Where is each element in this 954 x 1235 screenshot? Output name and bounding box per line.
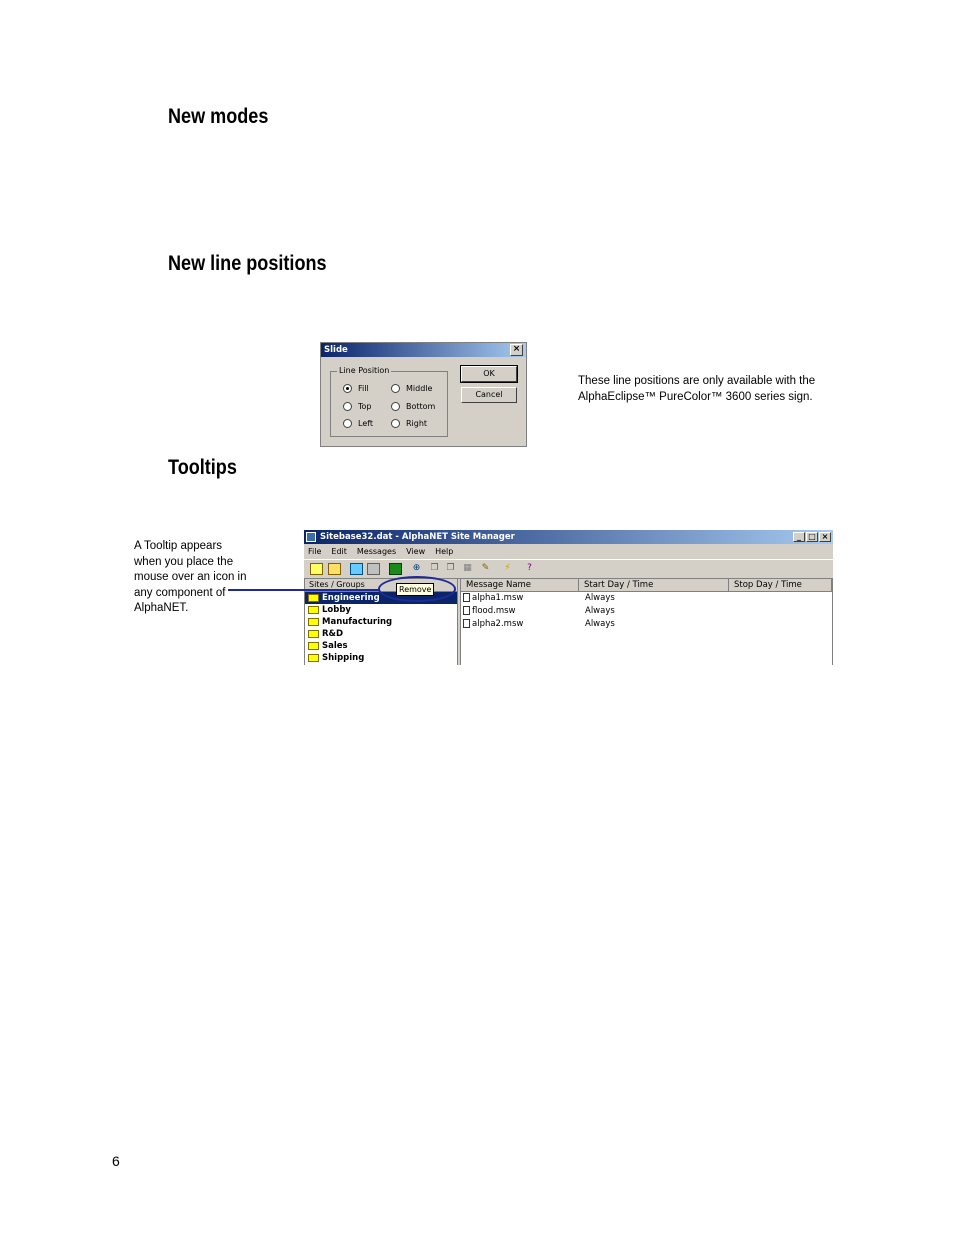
message-name: flood.msw — [472, 606, 516, 616]
column-stop-time[interactable]: Stop Day / Time — [729, 579, 832, 592]
message-start: Always — [585, 606, 615, 616]
toolbar — [304, 559, 833, 579]
tree-header: Sites / Groups — [305, 579, 457, 592]
line-position-group — [330, 366, 448, 437]
menu-help[interactable]: Help — [435, 547, 454, 556]
radio-unchecked-icon — [391, 419, 400, 428]
folder-icon — [308, 606, 319, 614]
close-icon[interactable]: × — [819, 532, 831, 542]
folder-icon — [308, 654, 319, 662]
tree-item-shipping[interactable] — [305, 652, 457, 664]
folder-icon — [308, 642, 319, 650]
callout-line — [228, 589, 379, 591]
message-start: Always — [585, 619, 615, 629]
radio-label: Left — [358, 419, 374, 428]
slide-dialog-title: Slide — [324, 345, 348, 355]
radio-unchecked-icon — [391, 384, 400, 393]
new-site-icon[interactable] — [350, 563, 363, 575]
tree-item-label: R&D — [322, 629, 344, 639]
properties-icon[interactable]: ▦ — [463, 563, 472, 573]
column-start-time[interactable]: Start Day / Time — [579, 579, 729, 592]
new-folder-icon[interactable] — [310, 563, 323, 575]
callout-ellipse — [378, 576, 456, 602]
document-icon — [463, 619, 470, 628]
radio-fill[interactable] — [343, 384, 369, 393]
cancel-button[interactable]: Cancel — [461, 387, 517, 403]
copy-icon[interactable]: ❐ — [430, 563, 439, 573]
help-icon[interactable]: ? — [527, 563, 532, 573]
heading-new-modes: New modes — [168, 105, 269, 128]
radio-bottom[interactable] — [391, 402, 435, 411]
tooltip-note: A Tooltip appears when you place the mouse over an icon in any component of AlphaNET. — [134, 540, 247, 614]
menu-view[interactable]: View — [406, 547, 426, 556]
slide-dialog-title-bar — [321, 343, 526, 357]
edit-icon[interactable]: ✎ — [481, 563, 490, 573]
message-row[interactable] — [461, 618, 832, 631]
minimize-icon[interactable]: _ — [793, 532, 805, 542]
folder-icon — [308, 594, 319, 602]
message-row[interactable] — [461, 592, 832, 605]
paste-icon[interactable]: ❐ — [446, 563, 455, 573]
send-icon[interactable]: ⚡ — [504, 563, 511, 573]
tree-item-label: Sales — [322, 641, 348, 651]
radio-unchecked-icon — [391, 402, 400, 411]
tree-item-label: Engineering — [322, 593, 380, 603]
maximize-icon[interactable]: □ — [806, 532, 818, 542]
slide-dialog — [320, 342, 527, 447]
radio-top[interactable] — [343, 402, 372, 411]
radio-checked-icon — [343, 384, 352, 393]
radio-unchecked-icon — [343, 419, 352, 428]
tree-item-lobby[interactable] — [305, 604, 457, 616]
heading-tooltips: Tooltips — [168, 456, 237, 479]
tree-item-label: Manufacturing — [322, 617, 393, 627]
document-icon — [463, 593, 470, 602]
trash-icon[interactable] — [389, 563, 402, 575]
radio-label: Fill — [358, 384, 369, 393]
message-row[interactable] — [461, 605, 832, 618]
radio-right[interactable] — [391, 419, 427, 428]
add-icon[interactable]: ⊕ — [412, 563, 421, 573]
alphanet-window — [304, 530, 833, 665]
menu-messages[interactable]: Messages — [356, 547, 397, 556]
window-title: Sitebase32.dat - AlphaNET Site Manager — [320, 532, 515, 542]
open-site-icon[interactable] — [367, 563, 380, 575]
line-position-note: These line positions are only available with the AlphaEclipse™ PureColor™ 3600 series sign. — [578, 375, 816, 403]
open-folder-icon[interactable] — [328, 563, 341, 575]
message-name: alpha2.msw — [472, 619, 524, 629]
menu-edit[interactable]: Edit — [331, 547, 347, 556]
radio-label: Right — [406, 419, 428, 428]
document-icon — [463, 606, 470, 615]
tree-item-label: Shipping — [322, 653, 365, 663]
folder-icon — [308, 630, 319, 638]
message-name: alpha1.msw — [472, 593, 524, 603]
radio-unchecked-icon — [343, 402, 352, 411]
radio-label: Bottom — [406, 402, 436, 411]
menu-bar — [304, 544, 833, 559]
window-title-bar — [304, 530, 833, 544]
app-icon — [306, 532, 316, 542]
message-list-pane — [460, 578, 833, 665]
tree-item-sales[interactable] — [305, 640, 457, 652]
heading-new-line-positions: New line positions — [168, 252, 327, 275]
message-start: Always — [585, 593, 615, 603]
radio-label: Top — [358, 402, 372, 411]
line-position-group-label: Line Position — [339, 366, 390, 375]
message-list-header — [461, 579, 832, 592]
page-number: 6 — [112, 1153, 120, 1169]
tree-item-manufacturing[interactable] — [305, 616, 457, 628]
radio-middle[interactable] — [391, 384, 432, 393]
folder-icon — [308, 618, 319, 626]
radio-left[interactable] — [343, 419, 373, 428]
remove-tooltip: Remove — [396, 583, 434, 596]
ok-button[interactable]: OK — [461, 366, 517, 382]
tree-item-rnd[interactable] — [305, 628, 457, 640]
menu-file[interactable]: File — [308, 547, 322, 556]
tree-item-label: Lobby — [322, 605, 351, 615]
close-icon[interactable]: × — [510, 344, 523, 356]
column-message-name[interactable]: Message Name — [461, 579, 579, 592]
radio-label: Middle — [406, 384, 433, 393]
